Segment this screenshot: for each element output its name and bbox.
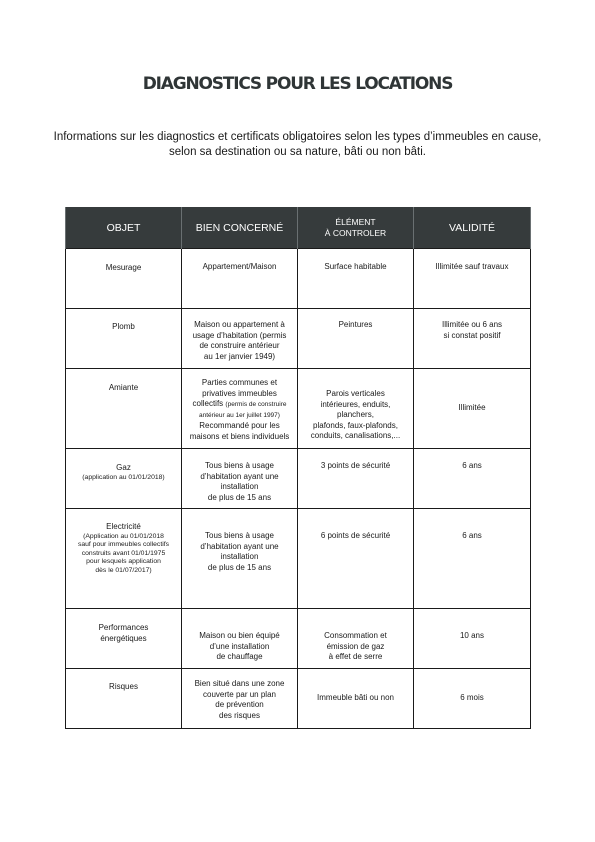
header-objet: OBJET <box>66 207 182 249</box>
cell-objet: Plomb <box>66 309 182 369</box>
cell-validite: 6 mois <box>414 669 531 729</box>
cell-validite: Illimitée sauf travaux <box>414 249 531 309</box>
page-title: DIAGNOSTICS POUR LES LOCATIONS <box>142 74 453 94</box>
cell-line: de chauffage <box>216 652 263 661</box>
cell-line: d’une installation <box>209 641 270 651</box>
header-element-line: À CONTROLER <box>324 227 387 238</box>
cell-bien <box>182 449 298 509</box>
cell-line: de plus de 15 ans <box>207 562 272 572</box>
cell-bien <box>182 669 298 729</box>
cell-line: Maison ou bien équipé <box>199 631 280 640</box>
cell-objet <box>66 449 182 509</box>
cell-element: Peintures <box>298 309 414 369</box>
cell-line: conduits, canalisations,... <box>310 431 401 440</box>
cell-line: d’habitation ayant une <box>200 541 279 551</box>
cell-note: construits avant 01/01/1975 <box>81 549 166 557</box>
cell-objet <box>66 509 182 609</box>
cell-element <box>298 609 414 669</box>
cell-line: des risques <box>219 710 260 720</box>
cell-line: de prévention <box>215 700 264 709</box>
table-row <box>66 609 531 669</box>
cell-line: Performances <box>98 623 149 632</box>
cell-element <box>298 369 414 449</box>
cell-line: Tous biens à usage <box>205 531 274 540</box>
subtitle-line: selon sa destination ou sa nature, bâti ou non bâti. <box>168 146 426 158</box>
cell-line: Recommandé pour les <box>199 421 280 430</box>
cell-line: de plus de 15 ans <box>207 492 272 502</box>
cell-objet: Mesurage <box>66 249 182 309</box>
cell-line: Electricité <box>106 522 141 531</box>
cell-line: Parois verticales <box>326 389 385 398</box>
cell-line: de construire antérieur <box>199 341 280 350</box>
cell-line: installation <box>220 482 259 491</box>
cell-bien <box>182 509 298 609</box>
cell-line: à effet de serre <box>328 652 383 661</box>
cell-line-small: antérieur au 1er juillet 1997) <box>199 411 280 419</box>
header-element-a-controler <box>298 207 414 249</box>
cell-bien <box>182 369 298 449</box>
cell-line: d’habitation ayant une <box>200 471 279 481</box>
cell-line: privatives immeubles <box>202 388 277 398</box>
cell-line: usage d’habitation (permis <box>192 330 287 340</box>
cell-line: couverte par un plan <box>203 689 276 699</box>
cell-note: sauf pour immeubles collectifs <box>77 541 170 548</box>
cell-line: Illimitée ou 6 ans <box>441 320 503 329</box>
table-row <box>66 369 531 449</box>
cell-validite: 6 ans <box>414 449 531 509</box>
cell-line: Tous biens à usage <box>205 461 274 470</box>
cell-line: intérieures, enduits, <box>320 399 391 409</box>
cell-validite: 10 ans <box>414 609 531 669</box>
cell-line: Maison ou appartement à <box>194 320 285 329</box>
table-row <box>66 449 531 509</box>
header-bien-concerne: BIEN CONCERNÉ <box>182 207 298 249</box>
cell-objet: Risques <box>66 669 182 729</box>
cell-line: Consommation et <box>324 631 387 640</box>
cell-note: (application au 01/01/2018) <box>82 473 165 481</box>
cell-validite: Illimitée <box>414 369 531 449</box>
cell-bien <box>182 309 298 369</box>
cell-line: émission de gaz <box>326 641 385 651</box>
cell-note: dès le 01/07/2017) <box>95 566 152 574</box>
header-validite: VALIDITÉ <box>414 207 531 249</box>
cell-line: si constat positif <box>443 330 501 340</box>
cell-line: énergétiques <box>100 633 147 643</box>
cell-objet <box>66 609 182 669</box>
table-row <box>66 509 531 609</box>
cell-text: collectifs <box>192 399 224 408</box>
cell-element: Immeuble bâti ou non <box>298 669 414 729</box>
cell-note: pour lesquels application <box>86 558 161 565</box>
cell-validite: 6 ans <box>414 509 531 609</box>
cell-line: Gaz <box>116 463 131 472</box>
table-row <box>66 309 531 369</box>
cell-line: maisons et biens individuels <box>189 431 290 441</box>
cell-text-small: (permis de construire <box>225 401 287 408</box>
cell-validite <box>414 309 531 369</box>
table-header-row <box>66 207 531 249</box>
page-subtitle <box>30 130 565 160</box>
header-element-line: ÉLÉMENT <box>335 216 376 227</box>
cell-line: Bien situé dans une zone <box>194 679 285 688</box>
cell-element: 3 points de sécurité <box>298 449 414 509</box>
subtitle-line: Informations sur les diagnostics et certificats obligatoires selon les types d’immeubles en cause, <box>53 131 542 143</box>
cell-objet: Amiante <box>66 369 182 449</box>
cell-line: au 1er janvier 1949) <box>203 351 276 361</box>
cell-bien: Appartement/Maison <box>182 249 298 309</box>
cell-line: planchers, <box>337 410 374 419</box>
cell-element: Surface habitable <box>298 249 414 309</box>
cell-line: plafonds, faux-plafonds, <box>313 420 398 430</box>
cell-line <box>186 399 293 411</box>
table-row <box>66 669 531 729</box>
diagnostics-table <box>65 207 531 729</box>
table-row <box>66 249 531 309</box>
cell-note: (Application au 01/01/2018 <box>83 532 164 540</box>
cell-element: 6 points de sécurité <box>298 509 414 609</box>
cell-bien <box>182 609 298 669</box>
cell-line: installation <box>220 552 259 561</box>
cell-line: Parties communes et <box>201 378 278 387</box>
